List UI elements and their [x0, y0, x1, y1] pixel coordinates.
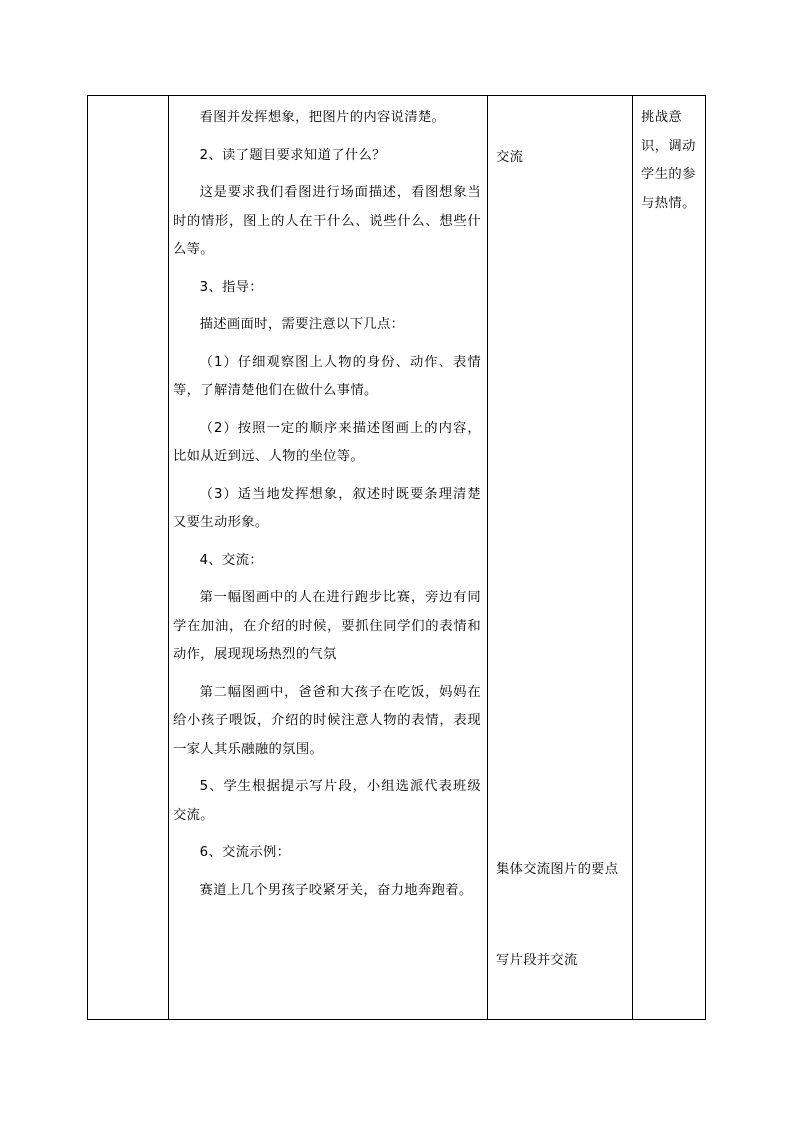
process-paragraph: 2、读了题目要求知道了什么？: [199, 147, 386, 163]
table-divider-2: [487, 96, 488, 1019]
process-paragraph: 看图并发挥想象，把图片的内容说清楚。: [199, 110, 446, 125]
process-paragraph: 赛道上几个男孩子咬紧牙关，奋力地奔跑着。: [199, 882, 473, 898]
process-paragraph: 3、指导：: [199, 279, 263, 295]
process-paragraph: 这是要求我们看图进行场面描述，看图想象当时的情形，图上的人在干什么、说些什么、想些什么等。: [173, 185, 481, 257]
process-paragraph: 第二幅图画中，爸爸和大孩子在吃饭，妈妈在给小孩子喂饭，介绍的时候注意人物的表情，表现一家人其乐融融的氛围。: [173, 684, 481, 757]
design-intent-cell: [633, 96, 707, 1019]
process-paragraph: 6、交流示例：: [199, 845, 291, 860]
design-intent-text: 挑战意识，调动学生的参与热情。: [641, 110, 696, 211]
process-paragraph: 4、交流：: [199, 552, 263, 568]
process-paragraph: 描述画面时，需要注意以下几点：: [199, 317, 405, 332]
table-cell-left-empty: [88, 96, 168, 1019]
process-paragraph: （3）适当地发挥想象，叙述时既要条理清楚又要生动形象。: [173, 486, 481, 530]
lesson-table: [87, 95, 706, 1020]
process-paragraph: 第一幅图画中的人在进行跑步比赛，旁边有同学在加油，在介绍的时候，要抓住同学们的表情和动作，展现现场热烈的气氛: [173, 590, 481, 662]
process-paragraph: 5、学生根据提示写片段，小组选派代表班级交流。: [173, 779, 481, 823]
student-activity-note: 交流: [496, 150, 524, 165]
process-paragraph: （2）按照一定的顺序来描述图画上的内容，比如从近到远、人物的坐位等。: [173, 420, 481, 464]
student-activity-note: 写片段并交流: [496, 953, 578, 968]
student-activity-note: 集体交流图片的要点: [496, 862, 619, 877]
teaching-process-cell: [169, 96, 487, 1019]
process-paragraph: （1）仔细观察图上人物的身份、动作、表情等，了解清楚他们在做什么事情。: [173, 354, 481, 398]
